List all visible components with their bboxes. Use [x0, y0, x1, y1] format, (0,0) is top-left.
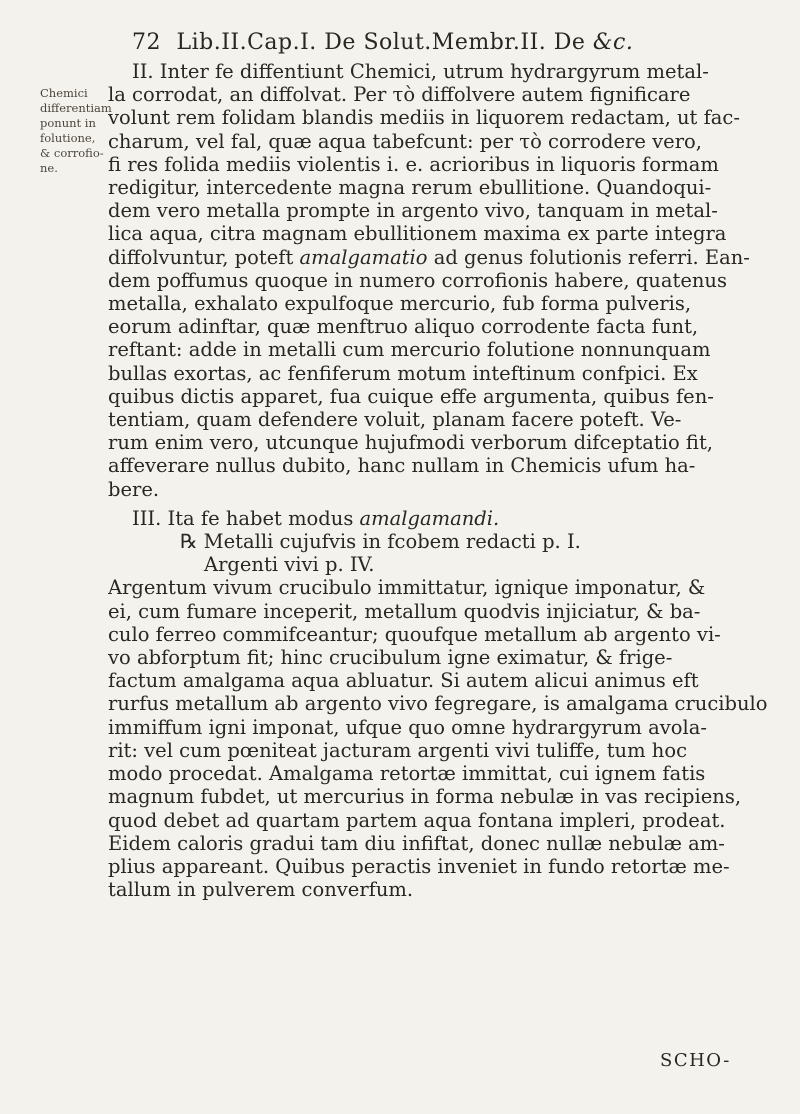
text-fragment: diffolvuntur, poteft — [108, 245, 300, 269]
text-line: fi res folida mediis violentis i. e. acrioribus in liquoris formam — [108, 152, 719, 176]
page-number: 72 — [132, 30, 161, 55]
text-line: modo procedat. Amalgama retortæ immittat, cui ignem fatis — [108, 762, 706, 786]
amalgamatio-term: amalgamatio — [299, 245, 428, 269]
margin-note-line: Chemici — [40, 86, 88, 100]
text-line — [108, 246, 768, 269]
recipe-line: Argenti vivi p. IV. — [204, 553, 375, 577]
text-line: vo abforptum fit; hinc crucibulum igne eximatur, & frige- — [108, 646, 673, 670]
text-line: Eidem caloris gradui tam diu infiftat, donec nullæ nebulæ am- — [108, 831, 725, 855]
margin-note-line: & corrofio- — [40, 146, 104, 160]
heading-text: III. Ita fe habet modus — [132, 506, 360, 530]
recipe-line: ℞ Metalli cujufvis in fcobem redacti p. I. — [180, 530, 581, 554]
text-fragment: ad genus folutionis referri. Ean- — [427, 245, 750, 269]
text-line: plius appareant. Quibus peractis inveniet in fundo retortæ me- — [108, 854, 730, 878]
text-line: magnum fubdet, ut mercurius in forma nebulæ in vas recipiens, — [108, 785, 742, 809]
text-line: Argentum vivum crucibulo immittatur, ignique imponatur, & — [108, 576, 706, 600]
margin-note — [40, 86, 112, 176]
text-line: immiffum igni imponat, ufque quo omne hydrargyrum avola- — [108, 715, 707, 739]
running-header — [132, 30, 772, 55]
text-line: factum amalgama aqua abluatur. Si autem alicui animus eft — [108, 669, 699, 693]
text-line: culo ferreo commifceantur; quoufque metallum ab argento vi- — [108, 622, 721, 646]
text-line: la corrodat, an diffolvat. Per τὸ diffolvere autem fignificare — [108, 83, 691, 107]
text-line: rum enim vero, utcunque hujufmodi verborum difceptatio fit, — [108, 431, 713, 455]
text-line: quibus dictis apparet, fua cuique effe argumenta, quibus fen- — [108, 384, 714, 408]
text-line: lica aqua, citra magnam ebullitionem maxima ex parte integra — [108, 222, 727, 246]
running-title-etc: &c. — [592, 30, 634, 55]
text-line: rurfus metallum ab argento vivo fegregare, is amalgama crucibulo — [108, 692, 768, 716]
text-line: rit: vel cum pœniteat jacturam argenti vivi tuliffe, tum hoc — [108, 738, 688, 762]
text-line: dem vero metalla prompte in argento vivo, tanquam in metal- — [108, 199, 718, 223]
margin-note-line: folutione, — [40, 131, 96, 145]
main-text — [108, 60, 768, 901]
text-line: tallum in pulverem converfum. — [108, 878, 414, 902]
text-line: redigitur, intercedente magna rerum ebullitione. Quandoqui- — [108, 176, 712, 200]
heading-italic: amalgamandi. — [359, 506, 500, 530]
catchword: SCHO- — [660, 1050, 731, 1071]
text-line: charum, vel fal, quæ aqua tabefcunt: per τὸ corrodere vero, — [108, 129, 702, 153]
margin-note-line: ne. — [40, 161, 58, 175]
text-line: affeverare nullus dubito, hanc nullam in Chemicis ufum ha- — [108, 454, 696, 478]
text-line: II. Inter fe diffentiunt Chemici, utrum hydrargyrum metal- — [132, 60, 709, 83]
text-line: metalla, exhalato expulfoque mercurio, fub forma pulveris, — [108, 292, 692, 316]
running-title: Lib.II.Cap.I. De Solut.Membr.II. De — [176, 30, 586, 55]
text-line: reftant: adde in metalli cum mercurio folutione nonnunquam — [108, 338, 711, 362]
text-line: bullas exortas, ac fenfiferum motum inteftinum confpici. Ex — [108, 361, 698, 385]
section-heading — [108, 507, 768, 530]
margin-note-line: ponunt in — [40, 116, 96, 130]
text-line: quod debet ad quartam partem aqua fontana impleri, prodeat. — [108, 808, 726, 832]
margin-note-line: differentiam — [40, 101, 112, 115]
text-line: ei, cum fumare inceperit, metallum quodvis injiciatur, & ba- — [108, 599, 701, 623]
text-line: volunt rem folidam blandis mediis in liquorem redactam, ut fac- — [108, 106, 740, 130]
text-line: bere. — [108, 477, 160, 501]
text-line: dem poffumus quoque in numero corrofionis habere, quatenus — [108, 268, 727, 292]
text-line: tentiam, quam defendere voluit, planam facere poteft. Ve- — [108, 408, 682, 432]
text-line: eorum adinftar, quæ menftruo aliquo corrodente facta funt, — [108, 315, 699, 339]
